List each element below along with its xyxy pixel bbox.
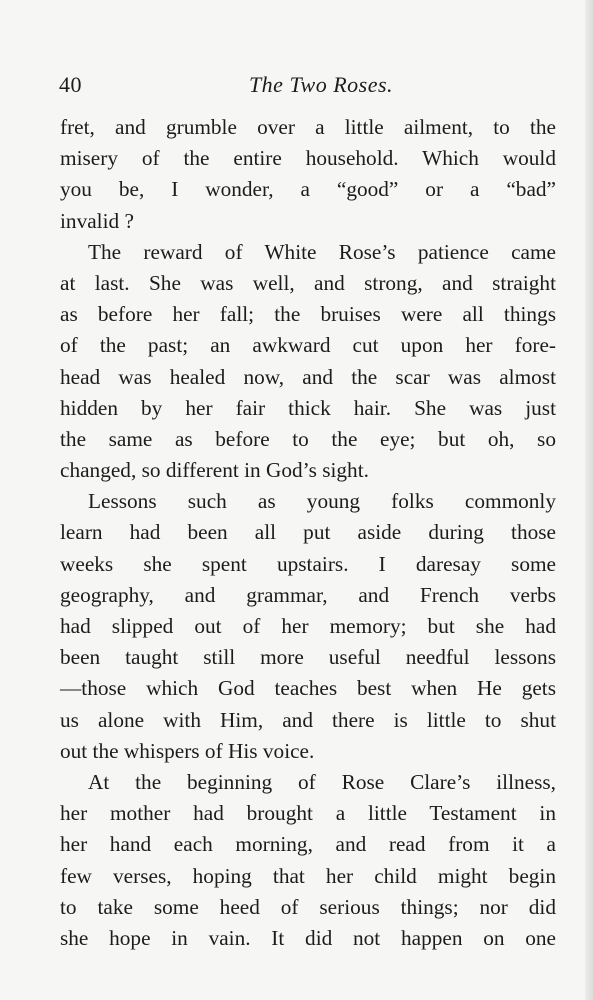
paragraph bbox=[60, 112, 556, 237]
text-line: to take some heed of serious things; nor did bbox=[60, 894, 556, 919]
text-line: fret, and grumble over a little ailment, to the bbox=[60, 115, 556, 139]
text-line: of the past; an awkward cut upon her fore- bbox=[60, 333, 556, 358]
text-line: her hand each morning, and read from it a bbox=[60, 832, 556, 857]
text-line: At the beginning of Rose Clare’s illness, bbox=[88, 769, 556, 794]
text-line: she hope in vain. It did not happen on one bbox=[60, 925, 556, 950]
text-line: at last. She was well, and strong, and straight bbox=[60, 270, 556, 295]
text-line: few verses, hoping that her child might begin bbox=[60, 863, 556, 888]
text-line: as before her fall; the bruises were all things bbox=[60, 302, 556, 327]
text-line: hidden by her fair thick hair. She was just bbox=[60, 395, 556, 420]
page-edge bbox=[585, 0, 593, 1000]
running-title: The Two Roses. bbox=[248, 72, 394, 97]
text-line: —those which God teaches best when He gets bbox=[60, 676, 556, 701]
text-line: head was healed now, and the scar was almost bbox=[60, 364, 556, 389]
text-line: her mother had brought a little Testament in bbox=[60, 801, 556, 826]
text-line: had slipped out of her memory; but she had bbox=[60, 614, 556, 638]
text-line: invalid ? bbox=[60, 208, 134, 233]
text-line: us alone with Him, and there is little to shut bbox=[60, 707, 556, 732]
text-line: changed, so different in God’s sight. bbox=[60, 458, 369, 483]
page-number: 40 bbox=[59, 72, 82, 97]
text-line: the same as before to the eye; but oh, so bbox=[60, 426, 556, 451]
paragraph bbox=[60, 486, 556, 767]
page-header bbox=[59, 72, 553, 104]
text-line: The reward of White Rose’s patience came bbox=[88, 239, 556, 264]
paragraph bbox=[60, 237, 556, 487]
text-line: geography, and grammar, and French verbs bbox=[60, 582, 556, 607]
text-line: weeks she spent upstairs. I daresay some bbox=[60, 551, 556, 576]
text-line: out the whispers of His voice. bbox=[60, 738, 315, 763]
text-line: learn had been all put aside during those bbox=[60, 520, 556, 545]
paragraph bbox=[60, 767, 556, 954]
text-line: misery of the entire household. Which would bbox=[60, 146, 556, 171]
body-text bbox=[60, 112, 556, 954]
text-line: been taught still more useful needful lessons bbox=[60, 645, 556, 670]
text-line: you be, I wonder, a “good” or a “bad” bbox=[60, 177, 556, 202]
text-line: Lessons such as young folks commonly bbox=[88, 489, 556, 514]
